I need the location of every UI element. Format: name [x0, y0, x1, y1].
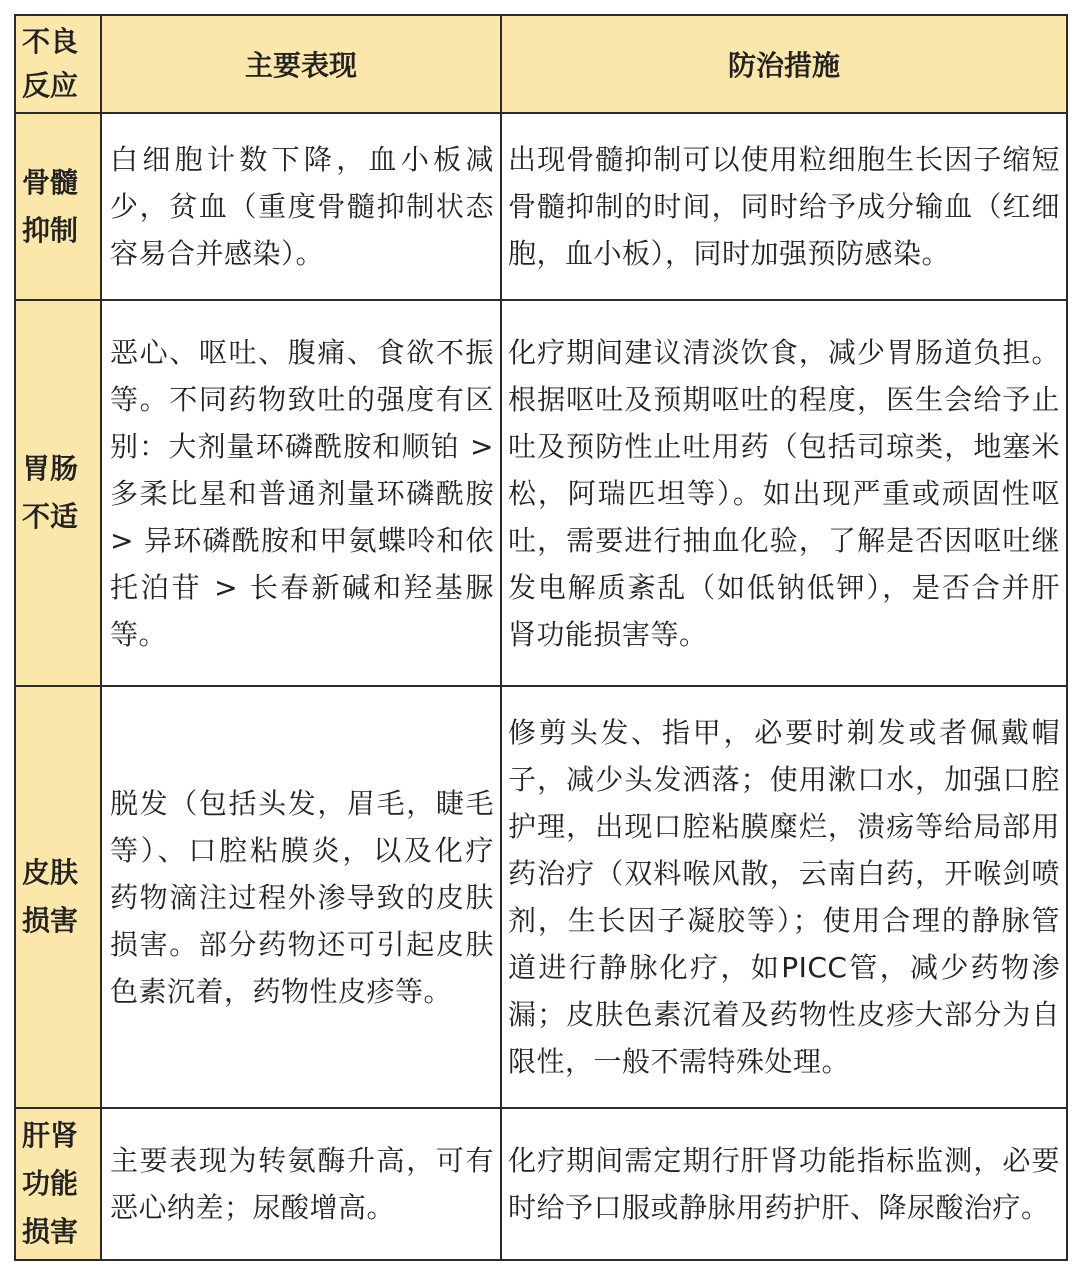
- row-category-line2: 抑制: [22, 213, 79, 247]
- row-measures: 出现骨髓抑制可以使用粒细胞生长因子缩短骨髓抑制的时间，同时给予成分输血（红细胞，血小板），同时加强预防感染。: [501, 113, 1067, 300]
- row-category-line2: 损害: [22, 904, 79, 937]
- row-symptoms: 白细胞计数下降，血小板减少，贫血（重度骨髓抑制状态容易合并感染）。: [101, 113, 501, 300]
- row-category: [15, 1108, 101, 1260]
- header-row: [15, 15, 1067, 113]
- row-category-line2: 功能: [22, 1167, 79, 1200]
- row-category: [15, 300, 101, 686]
- table-row: [15, 686, 1067, 1108]
- table-wrapper: [14, 14, 1068, 1261]
- table-row: [15, 1108, 1067, 1260]
- header-category: [15, 15, 101, 113]
- header-measures: 防治措施: [501, 15, 1067, 113]
- row-measures: 化疗期间建议清淡饮食，减少胃肠道负担。根据呕吐及预期呕吐的程度，医生会给予止吐及预防性止吐用药（包括司琼类，地塞米松，阿瑞匹坦等）。如出现严重或顽固性呕吐，需要进行抽血化验，了解是否因呕吐继发电解质紊乱（如低钠低钾），是否合并肝肾功能损害等。: [501, 300, 1067, 686]
- table-row: [15, 113, 1067, 300]
- header-symptoms: 主要表现: [101, 15, 501, 113]
- row-measures: 修剪头发、指甲，必要时剃发或者佩戴帽子，减少头发洒落；使用漱口水，加强口腔护理，出现口腔粘膜糜烂，溃疡等给局部用药治疗（双料喉风散，云南白药，开喉剑喷剂，生长因子凝胶等）；使用合理的静脉管道进行静脉化疗，如PICC管，减少药物渗漏；皮肤色素沉着及药物性皮疹大部分为自限性，一般不需特殊处理。: [501, 686, 1067, 1108]
- row-category-line2: 不适: [22, 500, 79, 533]
- header-category-line2: 反应: [22, 69, 79, 102]
- row-symptoms: 主要表现为转氨酶升高，可有恶心纳差；尿酸增高。: [101, 1108, 501, 1260]
- row-measures: 化疗期间需定期行肝肾功能指标监测，必要时给予口服或静脉用药护肝、降尿酸治疗。: [501, 1108, 1067, 1260]
- row-symptoms: 恶心、呕吐、腹痛、食欲不振等。不同药物致吐的强度有区别：大剂量环磷酰胺和顺铂 > 多柔比星和普通剂量环磷酰胺 > 异环磷酰胺和甲氨蝶呤和依托泊苷 > 长春新碱和羟基脲等。: [101, 300, 501, 686]
- row-category-line1: 骨髓: [22, 165, 79, 199]
- row-category-line1: 皮肤: [22, 856, 79, 889]
- row-category-line1: 胃肠: [22, 452, 79, 485]
- header-category-line1: 不良: [22, 25, 79, 58]
- row-category-line1: 肝肾: [22, 1119, 79, 1152]
- row-symptoms: 脱发（包括头发，眉毛，睫毛等）、口腔粘膜炎，以及化疗药物滴注过程外渗导致的皮肤损害。部分药物还可引起皮肤色素沉着，药物性皮疹等。: [101, 686, 501, 1108]
- row-category: [15, 686, 101, 1108]
- row-category: [15, 113, 101, 300]
- row-category-line3: 损害: [22, 1215, 79, 1248]
- table-row: [15, 300, 1067, 686]
- adverse-reaction-table: [14, 14, 1068, 1261]
